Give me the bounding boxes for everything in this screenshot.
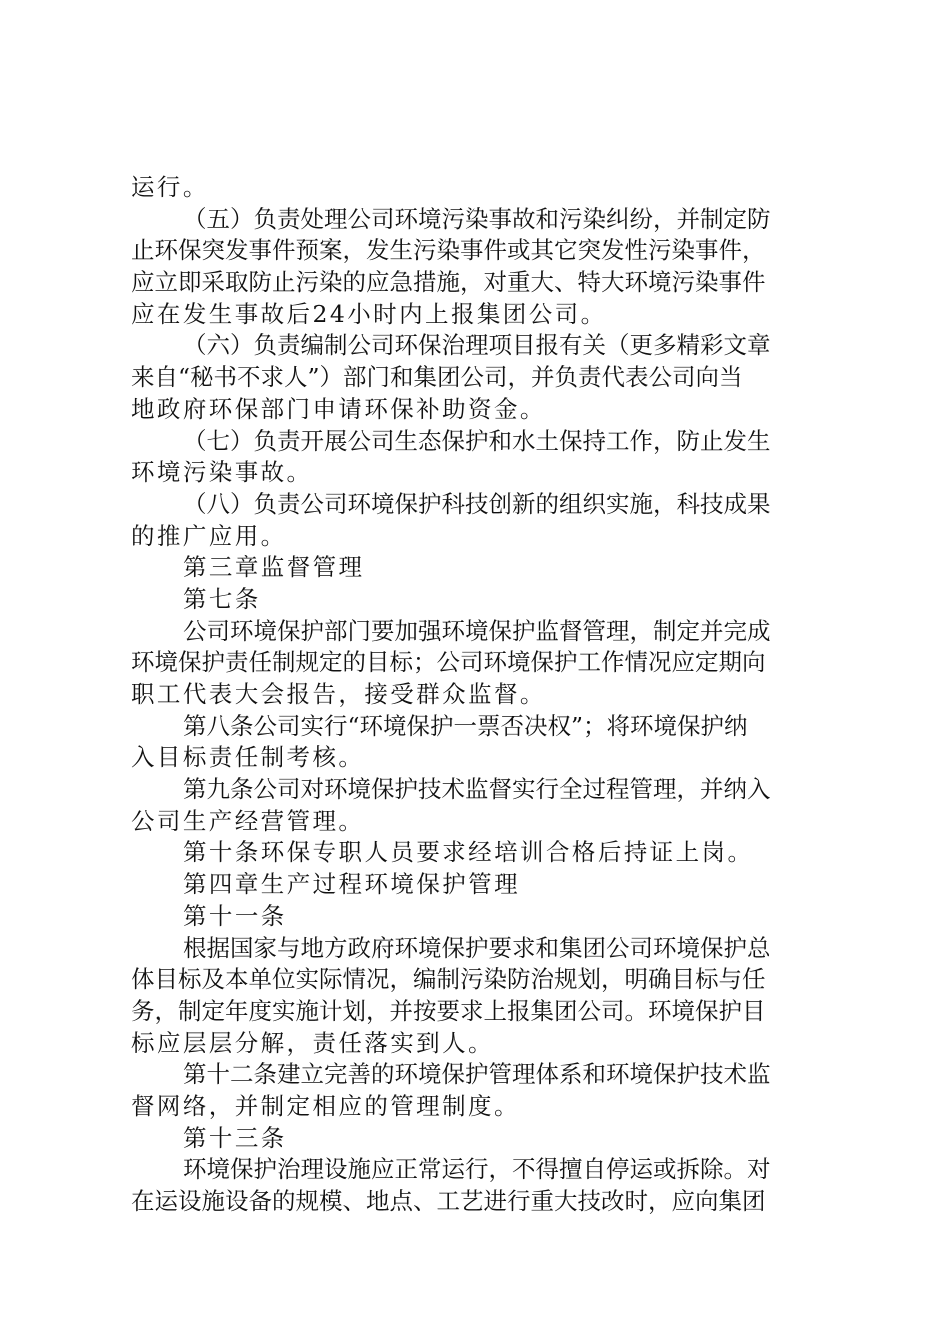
text-line: 运行。 [131, 173, 209, 201]
text-line: 督网络，并制定相应的管理制度。 [131, 1091, 520, 1120]
text-line: （五）负责处理公司环境污染事故和污染纠纷，并制定防 [183, 204, 771, 233]
text-line: 地政府环保部门申请环保补助资金。 [131, 394, 546, 423]
text-line: 第七条 [183, 584, 261, 613]
text-line: 第四章生产过程环境保护管理 [183, 870, 521, 899]
text-line: 在运设施设备的规模、地点、工艺进行重大技改时，应向集团 [131, 1187, 766, 1215]
text-line: 职工代表大会报告，接受群众监督。 [131, 680, 546, 708]
text-line: 第十一条 [183, 901, 287, 930]
text-line: 的推广应用。 [131, 521, 287, 550]
document-page [131, 172, 831, 1218]
text-line: （八）负责公司环境保护科技创新的组织实施，科技成果 [183, 489, 771, 518]
text-line: 来自“秘书不求人”）部门和集团公司，并负责代表公司向当 [131, 363, 743, 392]
text-line: 应在发生事故后24小时内上报集团公司。 [131, 299, 607, 328]
text-line: 入目标责任制考核。 [131, 743, 365, 772]
text-line: 环境保护责任制规定的目标；公司环境保护工作情况应定期向 [131, 648, 766, 677]
text-line: 第九条公司对环境保护技术监督实行全过程管理，并纳入 [183, 775, 771, 804]
text-line: 应立即采取防止污染的应急措施，对重大、特大环境污染事件 [131, 268, 766, 297]
text-line: 第十二条建立完善的环境保护管理体系和环境保护技术监 [183, 1060, 771, 1089]
text-line: 止环保突发事件预案，发生污染事件或其它突发性污染事件， [131, 236, 766, 265]
text-line: 第八条公司实行“环境保护一票否决权”；将环境保护纳 [183, 711, 748, 740]
text-line: 体目标及本单位实际情况，编制污染防治规划，明确目标与任 [131, 965, 766, 994]
text-line: （六）负责编制公司环保治理项目报有关（更多精彩文章 [183, 331, 771, 360]
text-line: 环境污染事故。 [131, 458, 313, 487]
text-line: 根据国家与地方政府环境保护要求和集团公司环境保护总 [183, 933, 771, 962]
text-line: 第十三条 [183, 1123, 287, 1152]
text-line: 务，制定年度实施计划，并按要求上报集团公司。环境保护目 [131, 996, 766, 1025]
text-line: （七）负责开展公司生态保护和水土保持工作，防止发生 [183, 426, 771, 455]
text-line: 公司生产经营管理。 [131, 806, 365, 835]
text-line: 公司环境保护部门要加强环境保护监督管理，制定并完成 [183, 616, 771, 645]
text-line: 第三章监督管理 [183, 553, 365, 582]
text-line: 第十条环保专职人员要求经培训合格后持证上岗。 [183, 838, 754, 867]
text-line: 标应层层分解，责任落实到人。 [131, 1028, 494, 1057]
text-line: 环境保护治理设施应正常运行，不得擅自停运或拆除。对 [183, 1155, 771, 1184]
